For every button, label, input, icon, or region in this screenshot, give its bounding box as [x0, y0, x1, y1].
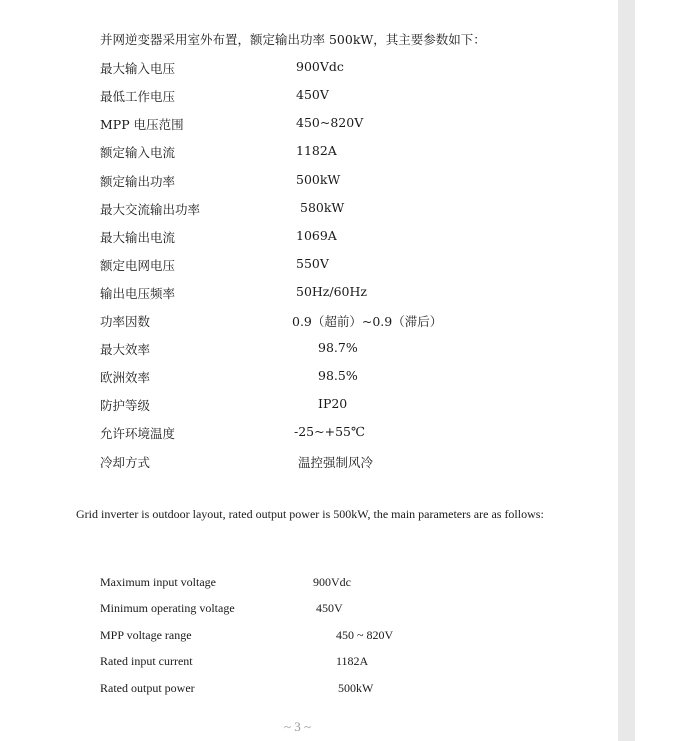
cn-param-label: MPP 电压范围	[100, 117, 184, 132]
cn-param-label: 欧洲效率	[100, 370, 151, 385]
cn-param-value: 1069A	[296, 228, 337, 243]
right-margin-pane	[635, 0, 673, 741]
cn-param-label: 额定输入电流	[100, 145, 176, 160]
cn-param-label: 允许环境温度	[100, 426, 176, 441]
cn-param-value: 1182A	[296, 143, 337, 158]
en-param-value: 450 ~ 820V	[336, 628, 394, 642]
en-param-value: 450V	[316, 601, 343, 615]
cn-param-label: 防护等级	[100, 398, 151, 413]
cn-param-label: 最大输入电压	[100, 61, 176, 76]
en-intro-paragraph: Grid inverter is outdoor layout, rated output power is 500kW, the main parameters are as follows:	[76, 507, 544, 521]
en-param-label: Minimum operating voltage	[100, 601, 235, 615]
cn-param-value: 98.5%	[318, 368, 358, 383]
en-param-label: Rated input current	[100, 654, 193, 668]
en-param-value: 500kW	[338, 681, 374, 695]
cn-param-label: 最低工作电压	[100, 89, 176, 104]
en-param-value: 900Vdc	[313, 575, 351, 589]
cn-param-value: -25~+55℃	[294, 424, 365, 439]
cn-param-value: 500kW	[296, 172, 341, 187]
cn-param-label: 额定输出功率	[100, 174, 176, 189]
cn-param-value: 98.7%	[318, 340, 358, 355]
cn-param-label: 最大输出电流	[100, 230, 176, 245]
cn-param-label: 功率因数	[100, 314, 151, 329]
cn-param-label: 输出电压频率	[100, 286, 176, 301]
cn-param-value: 温控强制风冷	[298, 455, 374, 470]
en-param-label: Maximum input voltage	[100, 575, 216, 589]
cn-param-label: 额定电网电压	[100, 258, 176, 273]
cn-param-value: 580kW	[300, 200, 345, 215]
cn-param-value: 50Hz/60Hz	[296, 284, 367, 299]
cn-param-value: 0.9（超前）~0.9（滞后）	[292, 314, 443, 329]
scrollbar-track[interactable]	[618, 0, 635, 741]
cn-param-value: IP20	[318, 396, 348, 411]
cn-param-label: 冷却方式	[100, 455, 151, 470]
cn-param-label: 最大交流输出功率	[100, 202, 201, 217]
cn-intro-paragraph: 并网逆变器采用室外布置，额定输出功率 500kW，其主要参数如下：	[100, 32, 486, 47]
cn-param-value: 900Vdc	[296, 59, 344, 74]
en-param-label: MPP voltage range	[100, 628, 192, 642]
page-number: ~ 3 ~	[284, 719, 312, 734]
cn-param-value: 450V	[296, 87, 329, 102]
en-param-label: Rated output power	[100, 681, 195, 695]
cn-param-value: 550V	[296, 256, 329, 271]
cn-param-label: 最大效率	[100, 342, 151, 357]
cn-param-value: 450~820V	[296, 115, 364, 130]
en-param-value: 1182A	[336, 654, 369, 668]
